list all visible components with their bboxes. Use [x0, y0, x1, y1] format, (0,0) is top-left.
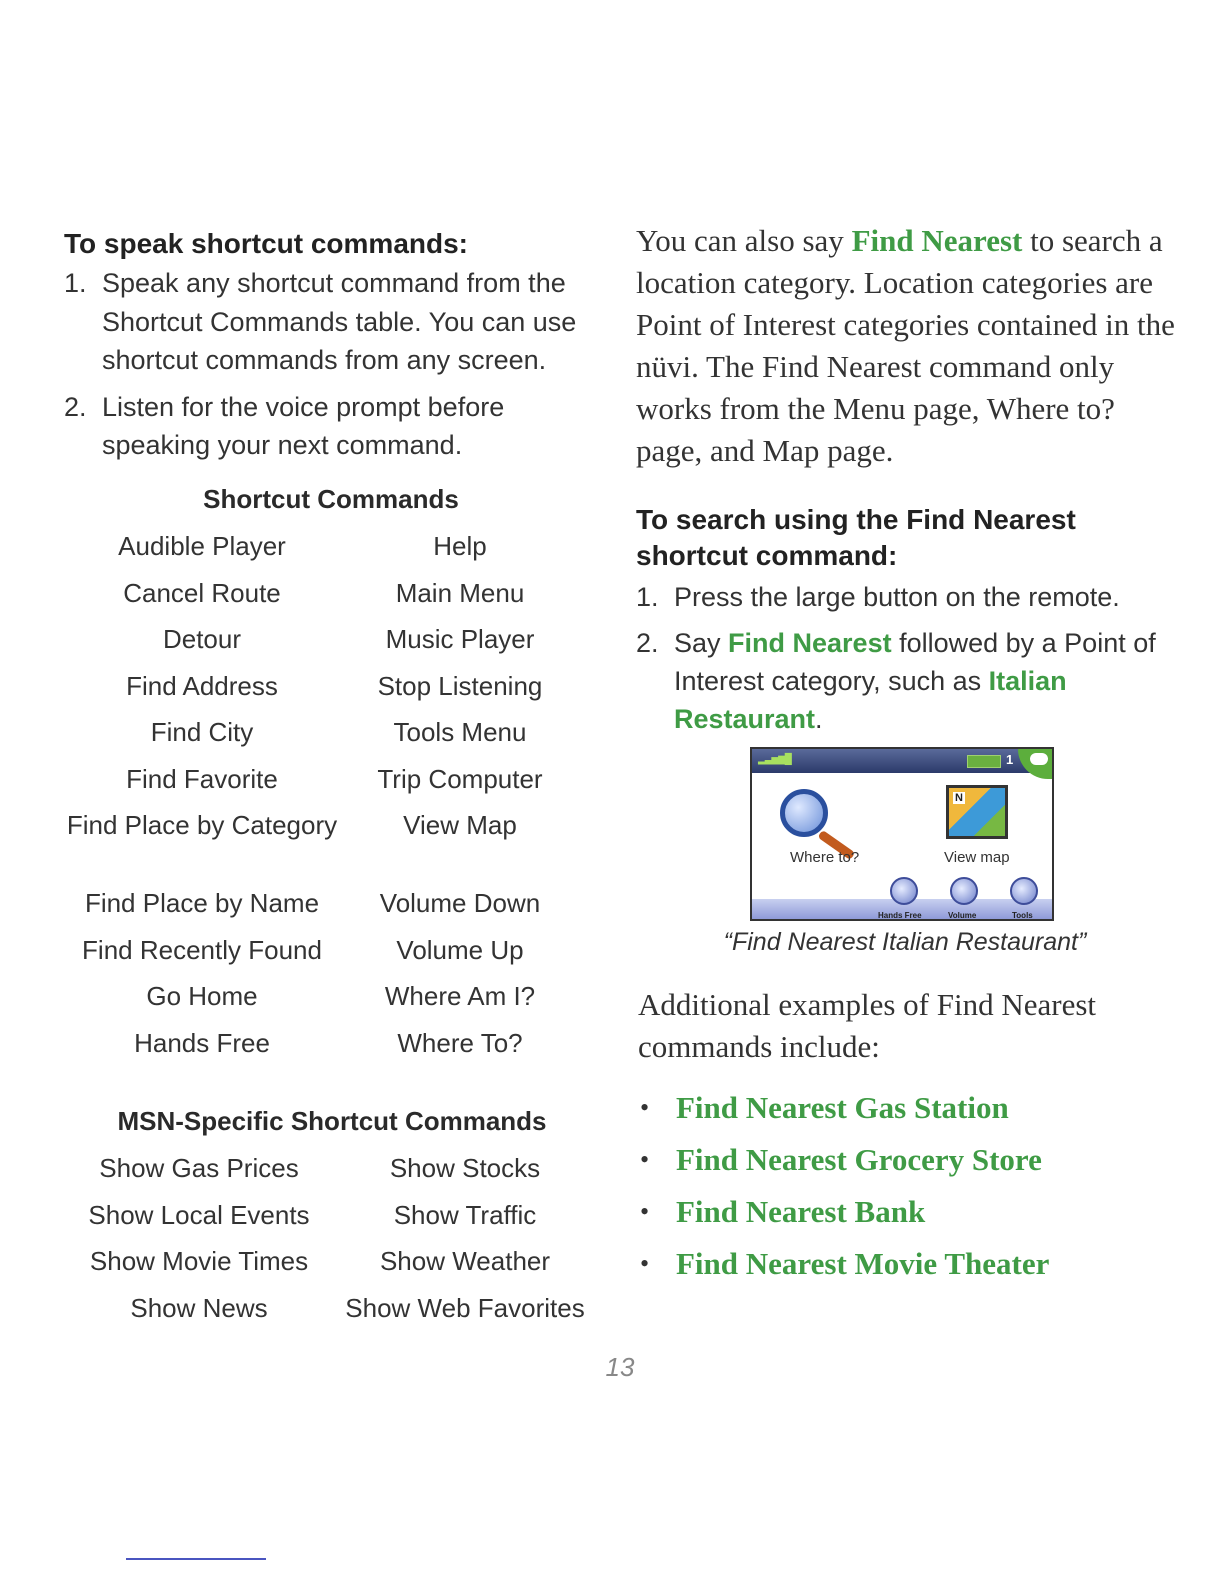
- shortcut-table-title: Shortcut Commands: [203, 484, 459, 514]
- bullet: •: [640, 1197, 650, 1226]
- table-cell: Find Place by Name: [84, 888, 320, 918]
- list-item: [636, 578, 1176, 616]
- bullet: •: [640, 1145, 650, 1174]
- list-item: [638, 1190, 1178, 1242]
- step-highlight: Find Nearest: [728, 628, 892, 658]
- table-cell: Show Weather: [379, 1246, 551, 1276]
- find-nearest-steps-list: [636, 578, 1176, 746]
- tools-icon: [1010, 877, 1038, 905]
- table-cell: Cancel Route: [123, 577, 281, 608]
- footer-rule: [126, 1558, 266, 1560]
- list-item: [638, 1086, 1178, 1138]
- table-cell: Tools Menu: [393, 717, 527, 747]
- step-text: followed by a Point of Interest category, such as: [674, 628, 1156, 696]
- bullet: •: [640, 1093, 650, 1122]
- step-number: 2.: [64, 391, 87, 422]
- compass-label: N: [955, 792, 963, 804]
- table-cell: Find Recently Found: [82, 934, 322, 965]
- step-text: Say: [674, 628, 729, 658]
- step-highlight: Italian Restaurant: [674, 666, 1067, 734]
- step-number: 2.: [636, 628, 659, 658]
- table-cell: Show Stocks: [389, 1153, 541, 1183]
- table-cell: Show News: [130, 1292, 268, 1323]
- speech-bubble-icon: [1018, 747, 1054, 779]
- table-cell: Audible Player: [118, 531, 286, 561]
- msn-table-title: MSN-Specific Shortcut Commands: [117, 1106, 547, 1136]
- where-to-label: Where to?: [790, 849, 860, 866]
- find-nearest-intro: [636, 220, 1176, 472]
- step-text: .: [815, 704, 823, 734]
- table-cell: Detour: [162, 624, 242, 654]
- table-cell: Volume Up: [396, 934, 524, 965]
- bullet: •: [640, 1249, 650, 1278]
- shortcut-commands-table: [64, 530, 580, 1073]
- screenshot-caption: “Find Nearest Italian Restaurant”: [723, 928, 1087, 956]
- volume-icon: [950, 877, 978, 905]
- step-text: Speak any shortcut command from the Shortcut Commands table. You can use shortcut commands from any screen.: [102, 268, 577, 375]
- additional-examples-text: Additional examples of Find Nearest commands include:: [638, 987, 1097, 1064]
- list-item: [638, 1242, 1178, 1294]
- list-item: [636, 624, 1176, 738]
- magnifier-icon: [780, 789, 828, 837]
- example-command: Find Nearest Movie Theater: [676, 1246, 1050, 1281]
- table-cell: Show Web Favorites: [345, 1292, 585, 1323]
- list-item: [64, 264, 594, 380]
- status-bar: [752, 749, 1052, 773]
- battery-icon: [967, 755, 1001, 768]
- examples-list: [638, 1086, 1178, 1294]
- table-cell: Show Traffic: [393, 1199, 537, 1230]
- table-cell: Hands Free: [134, 1027, 270, 1058]
- device-screenshot: [750, 747, 1054, 921]
- table-cell: Trip Computer: [377, 763, 543, 794]
- table-cell: Show Local Events: [88, 1199, 310, 1230]
- map-icon: [946, 785, 1008, 839]
- table-cell: Where To?: [397, 1027, 523, 1058]
- clock: 1: [1006, 752, 1014, 767]
- intro-highlight: Find Nearest: [851, 223, 1023, 258]
- signal-strength-icon: ▂▃▅▆█: [758, 754, 791, 765]
- intro-text: You can also say: [636, 223, 852, 258]
- table-cell: Where Am I?: [384, 981, 536, 1011]
- example-command: Find Nearest Gas Station: [676, 1090, 1009, 1125]
- tools-label: Tools: [1012, 911, 1033, 920]
- step-number: 1.: [636, 582, 659, 612]
- step-text: Press the large button on the remote.: [674, 582, 1120, 612]
- hands-free-label: Hands Free: [878, 911, 922, 920]
- intro-text-rest: to search a location category. Location categories are Point of Interest categories contained in the nüvi. The Find Nearest command only works from the Menu page, Where to? page, and Map page.: [636, 223, 1175, 468]
- step-number: 1.: [64, 268, 87, 298]
- example-command: Find Nearest Grocery Store: [676, 1142, 1042, 1177]
- table-cell: Go Home: [146, 981, 258, 1011]
- table-cell: Find Place by Category: [66, 810, 338, 840]
- table-cell: View Map: [403, 810, 517, 840]
- table-cell: Music Player: [385, 624, 535, 654]
- table-cell: Help: [433, 531, 487, 561]
- volume-label: Volume: [948, 911, 977, 920]
- msn-commands-table: [64, 1152, 596, 1338]
- example-command: Find Nearest Bank: [676, 1194, 926, 1229]
- page-number: 13: [605, 1352, 635, 1382]
- section-heading-find-nearest: To search using the Find Nearest shortcut command:: [636, 504, 1076, 571]
- table-cell: Find City: [150, 717, 254, 747]
- table-cell: Show Gas Prices: [99, 1153, 299, 1183]
- list-item: [638, 1138, 1178, 1190]
- section-heading-speak-shortcuts: To speak shortcut commands:: [64, 228, 469, 259]
- table-cell: Find Favorite: [126, 763, 278, 794]
- table-cell: Show Movie Times: [89, 1246, 309, 1276]
- table-cell: Main Menu: [395, 577, 525, 608]
- table-cell: Stop Listening: [377, 670, 543, 701]
- table-cell: Volume Down: [379, 888, 541, 918]
- step-text: Listen for the voice prompt before speaking your next command.: [102, 391, 505, 460]
- hands-free-icon: [890, 877, 918, 905]
- speak-steps-list: [64, 264, 594, 465]
- right-column: [636, 220, 1176, 472]
- table-cell: Find Address: [126, 670, 278, 701]
- view-map-label: View map: [944, 849, 1010, 866]
- list-item: [64, 388, 594, 465]
- left-column: [64, 226, 594, 473]
